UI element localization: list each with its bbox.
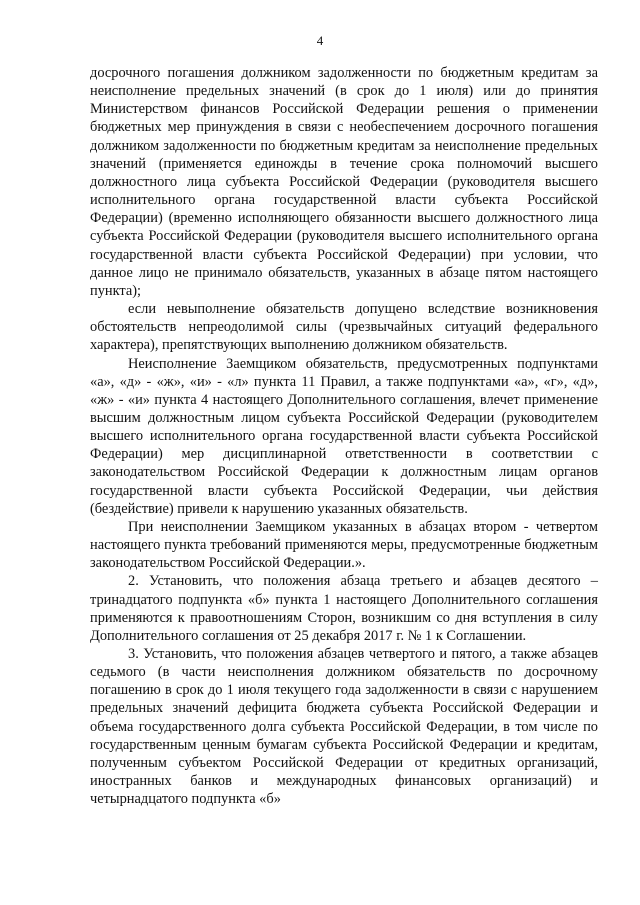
paragraph-1: досрочного погашения должником задолженности по бюджетным кредитам за неисполнение предельных значений (в срок до 1 июля) или до принятия Министерством финансов Российской Федерации решения о применении бюджетных мер принуждения в связи с необеспечением досрочного погашения должником задолженности по бюджетным кредитам за неисполнение предельных значений (применяется единожды в течение срока полномочий высшего должностного лица субъекта Российской Федерации (руководителя высшего исполнительного органа государственной власти субъекта Российской Федерации) (временно исполняющего обязанности высшего должностного лица субъекта Российской Федерации (руководителя высшего исполнительного органа государственной власти субъекта Российской Федерации) при условии, что данное лицо не принимало обязательств, указанных в абзаце пятом настоящего пункта);	[90, 65, 598, 299]
document-body	[90, 64, 598, 808]
page-number: 4	[316, 33, 324, 48]
paragraph-6: 3. Установить, что положения абзацев четвертого и пятого, а также абзацев седьмого (в части неисполнения должником обязательств по досрочному погашению в срок до 1 июля текущего года задолженности в связи с нарушением предельных значений дефицита бюджета субъекта Российской Федерации и объема государственного долга субъекта Российской Федерации, в том числе по государственным ценным бумагам субъекта Российской Федерации и кредитам, полученным субъектом Российской Федерации от кредитных организаций, иностранных банков и международных финансовых организаций) и четырнадцатого подпункта «б»	[90, 646, 598, 808]
paragraph-2: если невыполнение обязательств допущено вследствие возникновения обстоятельств непреодолимой силы (чрезвычайных ситуаций федерального характера), препятствующих выполнению должником обязательств.	[90, 301, 598, 354]
paragraph-4: При неисполнении Заемщиком указанных в абзацах втором - четвертом настоящего пункта требований применяются меры, предусмотренные бюджетным законодательством Российской Федерации.».	[90, 518, 598, 572]
paragraph-3: Неисполнение Заемщиком обязательств, предусмотренных подпунктами «а», «д» - «ж», «и» - «л» пункта 11 Правил, а также подпунктами «а», «г», «д», «ж» - «и» пункта 4 настоящего Дополнительного соглашения, влечет применение высшим должностным лицом субъекта Российской Федерации (руководителем высшего исполнительного органа государственной власти субъекта Российской Федерации) мер дисциплинарной ответственности в соответствии с законодательством Российской Федерации к должностным лицам органов государственной власти субъекта Российской Федерации, чьи действия (бездействие) привели к нарушению указанных обязательств.	[90, 355, 598, 517]
paragraph-5: 2. Установить, что положения абзаца третьего и абзацев десятого – тринадцатого подпункта «б» пункта 1 настоящего Дополнительного соглашения применяются к правоотношениям Сторон, возникшим со дня вступления в силу Дополнительного соглашения от 25 декабря 2017 г. № 1 к Соглашении.	[90, 573, 598, 644]
